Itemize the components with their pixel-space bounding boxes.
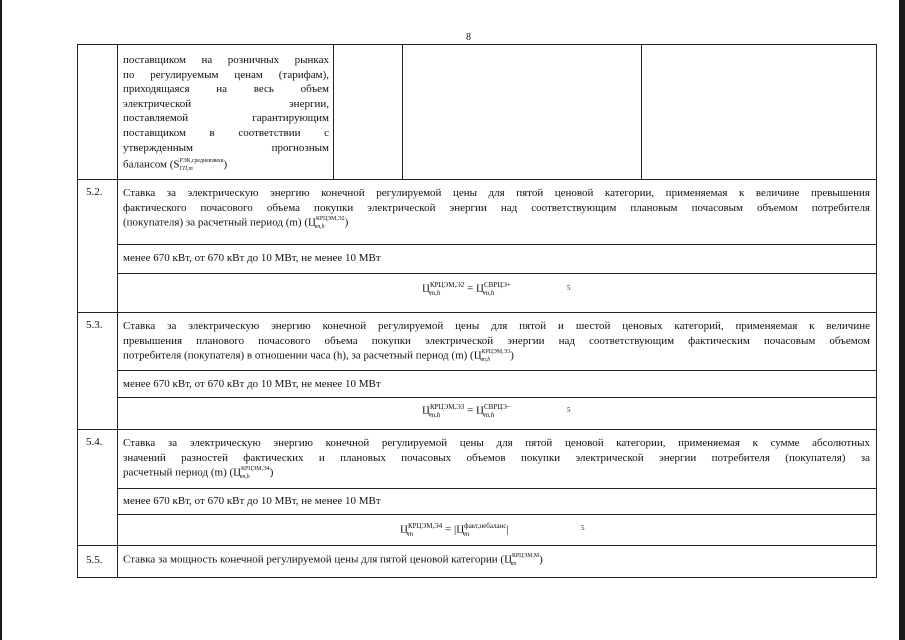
description-last-line	[123, 465, 870, 481]
symbol-superscript: КРЦЭМ,Э4	[241, 466, 270, 473]
description-line: фактического почасового объема покупки электрической энергии над соответствующим плановым почасовым объемом потребителя	[123, 201, 870, 214]
symbol-subscript: m,h	[429, 289, 441, 297]
grid-line	[117, 44, 118, 578]
grid-line	[117, 488, 877, 489]
row-subheader: менее 670 кВт, от 670 кВт до 10 МВт, не менее 10 МВт	[123, 252, 381, 264]
scan-edge-right	[899, 0, 905, 640]
grid-line	[77, 312, 877, 313]
grid-line	[77, 179, 877, 180]
symbol-subscript: m	[407, 530, 414, 538]
grid-line	[77, 44, 877, 45]
description-text: Ставка за мощность конечной регулируемой цены для пятой ценовой категории (Ц	[123, 553, 513, 566]
row-subheader: менее 670 кВт, от 670 кВт до 10 МВт, не менее 10 МВт	[123, 378, 381, 390]
grid-line	[117, 514, 877, 515]
symbol-superscript: СВРЦЭ−	[483, 403, 511, 411]
formula-lhs: Ц	[422, 282, 430, 295]
footnote-mark: 5	[567, 284, 571, 292]
grid-line	[77, 44, 78, 578]
description-text: потребителя (покупателя) в отношении часа (h), за расчетный период (m) (Ц	[123, 349, 482, 362]
description-last-line	[123, 215, 870, 231]
footnote-mark: 5	[581, 524, 585, 532]
grid-line	[117, 370, 877, 371]
row-subheader: менее 670 кВт, от 670 кВт до 10 МВт, не менее 10 МВт	[123, 495, 381, 507]
continuation-line: поставщиком на розничных рынках	[123, 54, 329, 66]
description-line: Ставка за электрическую энергию конечной регулируемой цены для пятой ценовой категории, применяемая к величине превышения	[123, 187, 870, 199]
grid-line	[77, 545, 877, 546]
formula-lhs: Ц	[400, 523, 408, 536]
description-text: )	[269, 466, 274, 479]
footnote-mark: 5	[567, 406, 571, 414]
description-line: превышения планового почасового объема покупки электрической энергии над соответствующим фактическим почасовым объемом	[123, 334, 870, 347]
symbol-subscript: m,h	[483, 289, 495, 297]
formula-rhs: Ц	[476, 404, 484, 417]
symbol-subscript: ГП,m	[179, 166, 193, 173]
continuation-line: поставляемой гарантирующим	[123, 112, 329, 125]
row-description	[123, 436, 870, 481]
scan-edge-left	[0, 0, 2, 640]
symbol-subscript: m	[464, 530, 470, 538]
formula-rhs: |Ц	[454, 523, 465, 536]
continuation-last-suffix: )	[223, 158, 228, 171]
grid-line	[117, 397, 877, 398]
description-line: значений разностей фактических и плановых почасовых объемов покупки электрической энергии потребителя (покупателя) за	[123, 451, 870, 464]
page-number: 8	[466, 32, 471, 43]
symbol-superscript: КРЦЭМ,М	[512, 553, 540, 559]
continuation-text	[123, 53, 329, 173]
continuation-line: поставщиком в соответствии с	[123, 126, 329, 139]
description-last-line	[123, 348, 870, 364]
symbol-superscript: СВРЦЭ+	[483, 281, 511, 289]
description-line: Ставка за электрическую энергию конечной регулируемой цены для пятой ценовой категории, применяемая к сумме абсолютных	[123, 437, 870, 449]
symbol-subscript: m,h	[429, 411, 441, 419]
grid-line	[77, 577, 877, 578]
symbol-superscript: факт,небаланс	[464, 522, 507, 530]
description-text: )	[344, 216, 349, 229]
grid-line	[333, 44, 334, 179]
continuation-line: электрической энергии,	[123, 97, 329, 110]
formula	[422, 281, 511, 297]
grid-line	[117, 244, 877, 245]
description-text: (покупателя) за расчетный период (m) (Ц	[123, 216, 316, 229]
description-text: )	[539, 553, 543, 566]
symbol-subscript: m,h	[315, 224, 325, 231]
row-description	[123, 319, 870, 364]
description-text: )	[510, 349, 514, 362]
continuation-last-prefix: балансом (S	[123, 158, 180, 171]
symbol-superscript: КРЦЭМ,Э3	[481, 349, 511, 356]
formula-equals: =	[467, 404, 474, 417]
grid-line	[77, 429, 877, 430]
row-description	[123, 186, 870, 231]
row-number: 5.4.	[86, 436, 103, 448]
row-number: 5.5.	[86, 554, 103, 566]
row-description	[123, 552, 870, 568]
row-number: 5.2.	[86, 186, 103, 198]
row-number: 5.3.	[86, 319, 103, 331]
description-line: Ставка за электрическую энергию конечной регулируемой цены для пятой и шестой ценовых категорий, применяемая к величине	[123, 320, 870, 332]
formula-equals: =	[467, 282, 474, 295]
formula	[400, 522, 509, 538]
description-text: расчетный период (m) (Ц	[123, 466, 242, 479]
symbol-subscript: m,h	[481, 357, 491, 364]
symbol-superscript: КРЦЭМ,Э2	[315, 216, 345, 223]
continuation-last-line	[123, 157, 329, 173]
symbol-subscript: m	[512, 561, 517, 567]
grid-line	[876, 44, 877, 578]
symbol-superscript: РЭК,средневзвеш	[179, 158, 224, 165]
formula-rhs: Ц	[476, 282, 484, 295]
symbol-superscript: КРЦЭМ,Э2	[429, 281, 465, 289]
formula-lhs: Ц	[422, 404, 430, 417]
formula-rhs-close: |	[506, 523, 509, 536]
symbol-superscript: КРЦЭМ,Э3	[429, 403, 465, 411]
continuation-line: по регулируемым ценам (тарифам),	[123, 68, 329, 81]
symbol-subscript: m,h	[483, 411, 495, 419]
formula	[422, 403, 511, 419]
formula-equals: =	[445, 523, 452, 536]
symbol-subscript: m,h	[241, 474, 250, 481]
symbol-superscript: КРЦЭМ,Э4	[407, 522, 443, 530]
grid-line	[641, 44, 642, 179]
continuation-line: утвержденным прогнозным	[123, 141, 329, 154]
continuation-line: приходящаяся на весь объем	[123, 83, 329, 96]
grid-line	[117, 273, 877, 274]
grid-line	[402, 44, 403, 179]
